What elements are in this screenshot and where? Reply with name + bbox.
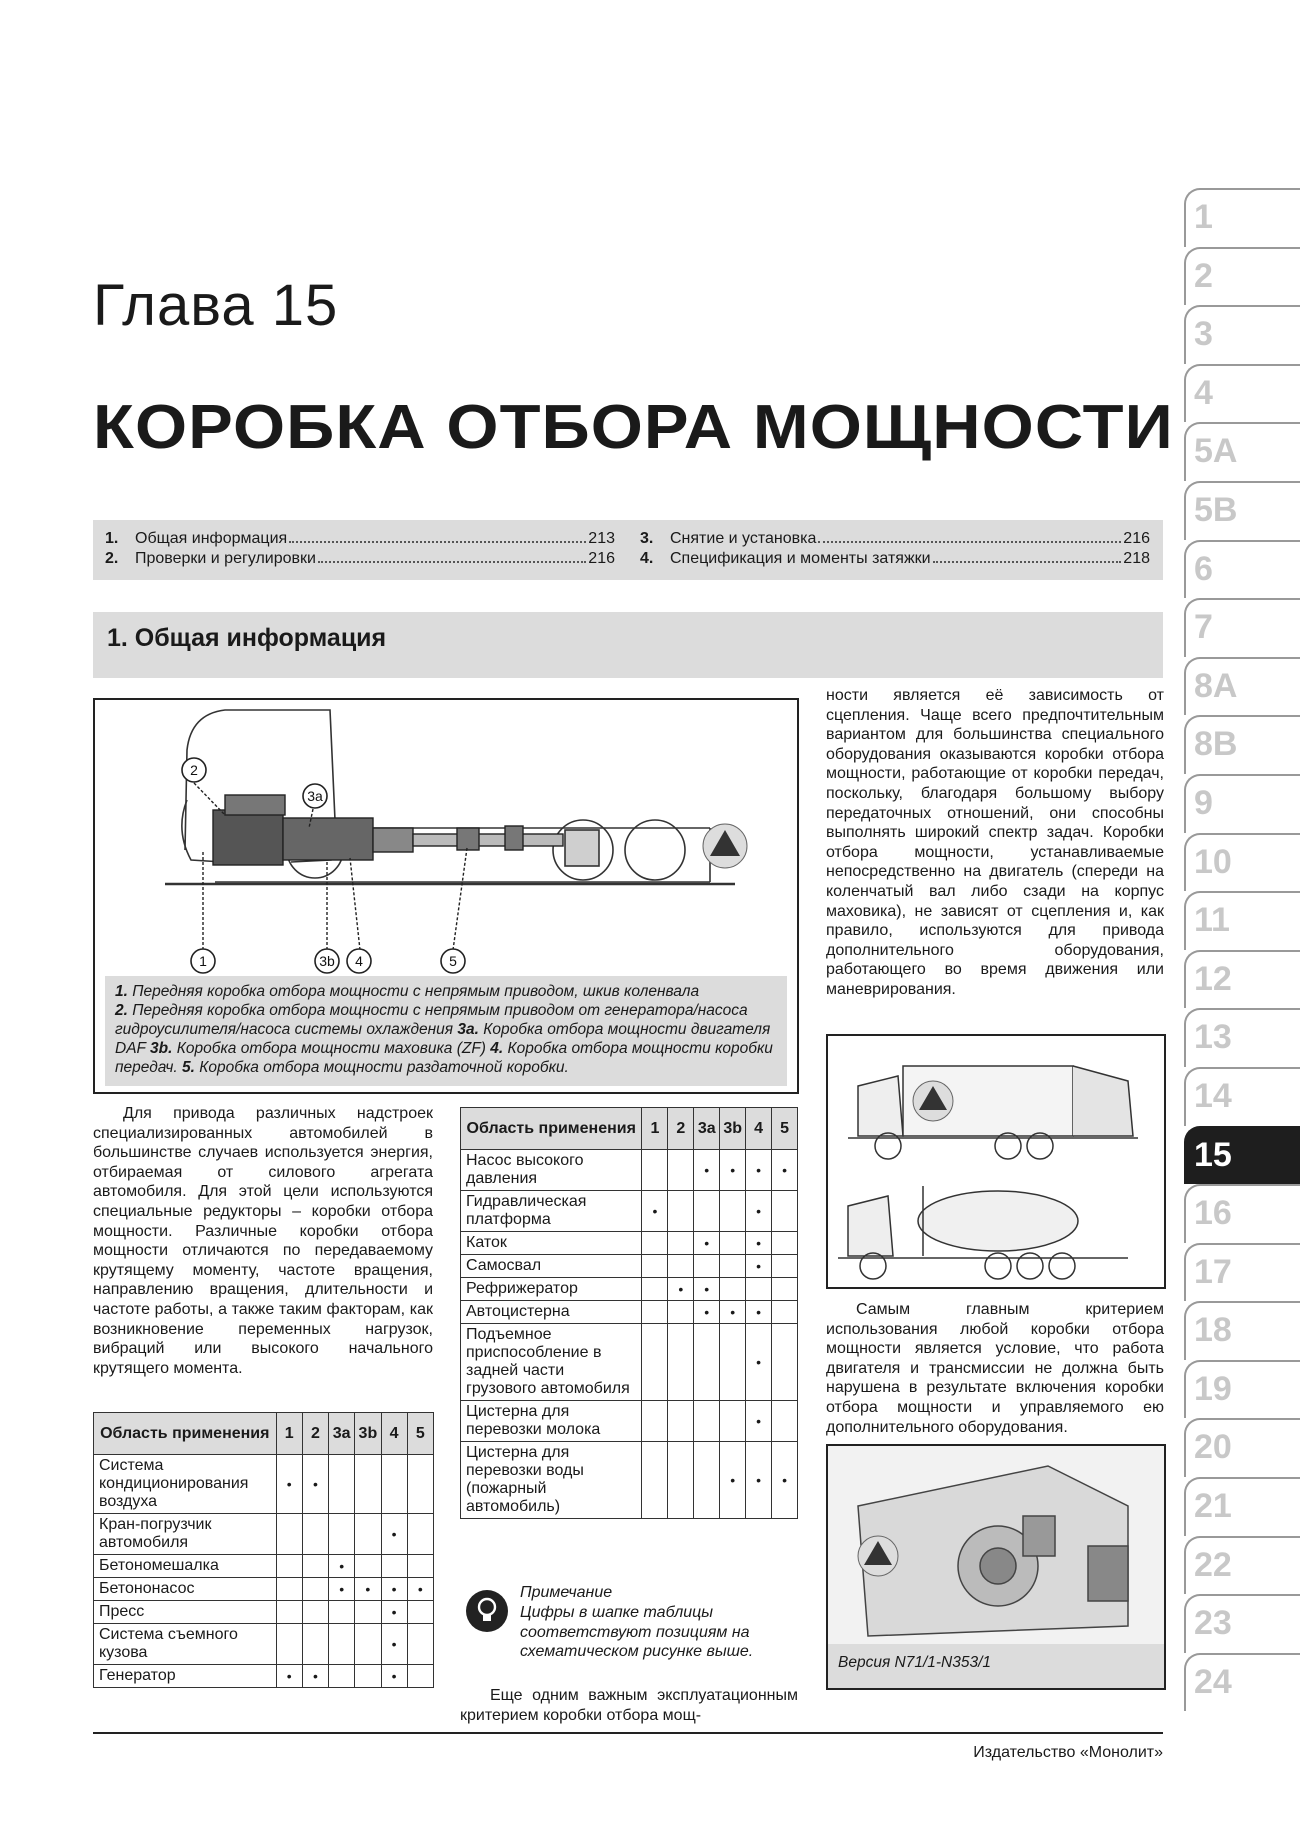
table-row [94, 1578, 434, 1601]
application-name: Генератор [94, 1665, 277, 1688]
applicability-mark [642, 1278, 668, 1301]
table-header-col: 3b [355, 1413, 381, 1455]
chapter-tabs [1184, 188, 1300, 1711]
applicability-mark [720, 1324, 746, 1401]
trucks-drawing [828, 1036, 1164, 1287]
table-header-col: 3b [720, 1108, 746, 1150]
applicability-mark [302, 1578, 328, 1601]
chapter-tab-7[interactable]: 7 [1184, 598, 1300, 657]
applicability-mark [355, 1624, 381, 1665]
table-header-col: 3a [329, 1413, 355, 1455]
applicability-mark [720, 1191, 746, 1232]
applicability-mark: • [746, 1324, 772, 1401]
applicability-mark: • [642, 1191, 668, 1232]
applicability-mark [772, 1255, 798, 1278]
applicability-mark [407, 1665, 433, 1688]
application-name: Насос высокого давления [461, 1150, 642, 1191]
applicability-mark: • [720, 1150, 746, 1191]
applicability-mark: • [746, 1401, 772, 1442]
chapter-tab-18[interactable]: 18 [1184, 1301, 1300, 1360]
application-name: Пресс [94, 1601, 277, 1624]
table-row [94, 1555, 434, 1578]
applicability-mark [720, 1232, 746, 1255]
toc-item[interactable]: 3. Снятие и установка 216 [640, 530, 1150, 547]
applicability-mark: • [381, 1514, 407, 1555]
figure-caption: 1. Передняя коробка отбора мощности с непрямым приводом, шкив коленвала 2. Передняя коробка отбора мощности с непрямым приводом от генератора/насоса гидроусилителя/насоса системы охлаждения 3a. Коробка отбора мощности двигателя DAF 3b. Коробка отбора мощности маховика (ZF) 4. Коробка отбора мощности коробки передач. 5. Коробка отбора мощности раздаточной коробки. [105, 976, 787, 1086]
callout-label: 3b [319, 953, 335, 969]
table-row [94, 1601, 434, 1624]
chapter-tab-6[interactable]: 6 [1184, 540, 1300, 599]
applicability-mark [642, 1301, 668, 1324]
special-trucks-figure [826, 1034, 1166, 1289]
applicability-mark: • [381, 1624, 407, 1665]
callout-label: 1 [199, 953, 207, 969]
toc-page: 213 [588, 530, 615, 547]
table-header-col: 4 [746, 1108, 772, 1150]
continuation-paragraph: Еще одним важным эксплуатационным критерием коробки отбора мощ- [460, 1687, 798, 1724]
applicability-mark [407, 1555, 433, 1578]
chapter-tab-11[interactable]: 11 [1184, 891, 1300, 950]
figure-caption: Версия N71/1-N353/1 [828, 1644, 1164, 1688]
applicability-mark [276, 1601, 302, 1624]
applicability-mark: • [302, 1455, 328, 1514]
applicability-mark [642, 1324, 668, 1401]
table-header-area: Область применения [461, 1108, 642, 1150]
chapter-tab-8a[interactable]: 8A [1184, 657, 1300, 716]
publisher-logo-icon [858, 1536, 898, 1576]
applicability-mark [668, 1255, 694, 1278]
table-header-col: 5 [772, 1108, 798, 1150]
table-row [461, 1301, 798, 1324]
applicability-mark: • [694, 1150, 720, 1191]
chapter-tab-17[interactable]: 17 [1184, 1243, 1300, 1302]
table-row [461, 1191, 798, 1232]
table-header-col: 1 [642, 1108, 668, 1150]
toc-item[interactable]: 4. Спецификация и моменты затяжки 218 [640, 550, 1150, 567]
applicability-mark [329, 1665, 355, 1688]
applicability-mark [694, 1401, 720, 1442]
applicability-mark [772, 1278, 798, 1301]
application-name: Система кондиционирования воздуха [94, 1455, 277, 1514]
footer-divider [93, 1732, 1163, 1734]
applicability-mark: • [694, 1301, 720, 1324]
applicability-mark: • [746, 1150, 772, 1191]
truck-chassis-drawing [95, 700, 797, 976]
chapter-tab-1[interactable]: 1 [1184, 188, 1300, 247]
applicability-mark [668, 1401, 694, 1442]
applicability-mark [772, 1232, 798, 1255]
toc-page: 216 [588, 550, 615, 567]
applicability-mark [642, 1401, 668, 1442]
applicability-mark [381, 1555, 407, 1578]
applicability-mark [276, 1514, 302, 1555]
applicability-mark [276, 1578, 302, 1601]
table-header-col: 2 [302, 1413, 328, 1455]
applicability-mark: • [720, 1301, 746, 1324]
application-name: Бетономешалка [94, 1555, 277, 1578]
application-name: Цистерна для перевозки молока [461, 1401, 642, 1442]
applicability-mark: • [694, 1232, 720, 1255]
applicability-mark [355, 1665, 381, 1688]
applicability-mark [772, 1301, 798, 1324]
application-name: Кран-погрузчик автомобиля [94, 1514, 277, 1555]
toc-label: Проверки и регулировки [135, 550, 316, 567]
applicability-mark [668, 1232, 694, 1255]
chapter-tab-3[interactable]: 3 [1184, 305, 1300, 364]
applicability-mark [355, 1514, 381, 1555]
applicability-mark [329, 1455, 355, 1514]
chapter-tab-22[interactable]: 22 [1184, 1536, 1300, 1595]
applicability-mark [746, 1278, 772, 1301]
applicability-mark [668, 1150, 694, 1191]
application-name: Автоцистерна [461, 1301, 642, 1324]
chapter-tab-2[interactable]: 2 [1184, 247, 1300, 306]
pto-dependency-paragraph: ности является её зависимость от сцепления. Чаще всего предпочтительным вариантом для большинства специального оборудования оказываются коробки отбора мощности, работающие от коробки передач, поскольку, благодаря большому выбору передаточных отношений, они способны выполнять широкий спектр задач. Коробки отбора мощности, устанавливаемые непосредственно на двигатель (спереди на коленчатый вал либо сзади на корпус маховика), не зависят от сцепления и, как правило, используются для привода дополнительного оборудования, работающего во время движения или маневрирования. [826, 687, 1164, 998]
applicability-mark: • [276, 1455, 302, 1514]
chapter-tab-5b[interactable]: 5B [1184, 481, 1300, 540]
applicability-mark [381, 1455, 407, 1514]
application-table-1 [93, 1412, 434, 1688]
table-row [461, 1324, 798, 1401]
applicability-mark [720, 1278, 746, 1301]
toc-dots [933, 561, 1122, 563]
toc-page: 216 [1123, 530, 1150, 547]
section-title: 1. Общая информация [107, 624, 387, 652]
toc-item[interactable]: 1. Общая информация 213 [105, 530, 615, 547]
table-row [461, 1278, 798, 1301]
callout-label: 5 [449, 953, 457, 969]
table-row [94, 1624, 434, 1665]
toc-label: Спецификация и моменты затяжки [670, 550, 931, 567]
applicability-mark [329, 1514, 355, 1555]
applicability-mark: • [381, 1601, 407, 1624]
table-row [94, 1514, 434, 1555]
applicability-mark [642, 1232, 668, 1255]
pto-schematic-figure [93, 698, 799, 1094]
applicability-mark: • [746, 1301, 772, 1324]
table-row [461, 1401, 798, 1442]
applicability-mark: • [668, 1278, 694, 1301]
chapter-tab-20[interactable]: 20 [1184, 1418, 1300, 1477]
callout-label: 2 [190, 762, 198, 778]
chapter-tab-16[interactable]: 16 [1184, 1184, 1300, 1243]
applicability-mark [772, 1401, 798, 1442]
applicability-mark: • [746, 1232, 772, 1255]
table-of-contents [93, 520, 1163, 580]
applicability-mark [642, 1150, 668, 1191]
application-name: Бетононасос [94, 1578, 277, 1601]
chapter-tab-23[interactable]: 23 [1184, 1594, 1300, 1653]
table-row [461, 1150, 798, 1191]
table-header-col: 2 [668, 1108, 694, 1150]
applicability-mark: • [329, 1578, 355, 1601]
toc-label: Общая информация [135, 530, 288, 547]
chapter-tab-9[interactable]: 9 [1184, 774, 1300, 833]
application-name: Рефрижератор [461, 1278, 642, 1301]
applicability-mark [302, 1601, 328, 1624]
toc-dots [318, 561, 586, 563]
table-header-col: 1 [276, 1413, 302, 1455]
section-header [93, 612, 1163, 678]
note-title: Примечание [520, 1584, 613, 1601]
chapter-label: Глава 15 [93, 273, 339, 338]
applicability-mark [694, 1442, 720, 1519]
chapter-tab-4[interactable]: 4 [1184, 364, 1300, 423]
applicability-mark [329, 1624, 355, 1665]
toc-dots [818, 541, 1121, 543]
pto-unit-drawing [828, 1446, 1164, 1644]
publisher-logo-icon [913, 1081, 953, 1121]
chapter-tab-8b[interactable]: 8B [1184, 715, 1300, 774]
applicability-mark: • [694, 1278, 720, 1301]
applicability-mark [276, 1555, 302, 1578]
applicability-mark [302, 1624, 328, 1665]
applicability-mark [720, 1401, 746, 1442]
applicability-mark [407, 1455, 433, 1514]
callout-label: 3a [307, 788, 323, 804]
page-title: КОРОБКА ОТБОРА МОЩНОСТИ [93, 393, 1174, 462]
application-table-2 [460, 1107, 798, 1519]
applicability-mark [642, 1255, 668, 1278]
pto-unit-figure [826, 1444, 1166, 1690]
toc-item[interactable]: 2. Проверки и регулировки 216 [105, 550, 615, 567]
applicability-mark [694, 1255, 720, 1278]
applicability-mark [329, 1601, 355, 1624]
chapter-tab-13[interactable]: 13 [1184, 1008, 1300, 1067]
chapter-tab-10[interactable]: 10 [1184, 833, 1300, 892]
applicability-mark [302, 1555, 328, 1578]
table-row [461, 1255, 798, 1278]
applicability-mark: • [772, 1442, 798, 1519]
application-name: Гидравлическая платформа [461, 1191, 642, 1232]
table-header-col: 3a [694, 1108, 720, 1150]
applicability-mark [772, 1191, 798, 1232]
application-name: Подъемное приспособление в задней части грузового автомобиля [461, 1324, 642, 1401]
applicability-mark [276, 1624, 302, 1665]
applicability-mark: • [772, 1150, 798, 1191]
applicability-mark: • [276, 1665, 302, 1688]
application-name: Каток [461, 1232, 642, 1255]
applicability-mark [407, 1514, 433, 1555]
applicability-mark [407, 1601, 433, 1624]
applicability-mark [407, 1624, 433, 1665]
callout-label: 4 [355, 953, 363, 969]
applicability-mark [668, 1301, 694, 1324]
toc-page: 218 [1123, 550, 1150, 567]
toc-dots [289, 541, 586, 543]
applicability-mark: • [720, 1442, 746, 1519]
application-name: Самосвал [461, 1255, 642, 1278]
applicability-mark [668, 1442, 694, 1519]
intro-paragraph: Для привода различных надстроек специализированных автомобилей в большинстве случаев используется энергия, отбираемая от силового агрегата автомобиля. Для этой цели используются специальные редукторы – коробки отбора мощности. Различные коробки отбора мощности отличаются по передаваемому крутящему моменту, частоте вращения, направлению вращения, длительности и частоте работы, а также таким факторам, как возникновение переменных нагрузок, вибраций или высокого начального крутящего момента. [93, 1105, 433, 1377]
applicability-mark [720, 1255, 746, 1278]
applicability-mark [668, 1324, 694, 1401]
criteria-paragraph: Самым главным критерием использования любой коробки отбора мощности является условие, что работа двигателя и трансмиссии не должна быть нарушена в результате включения коробки отбора мощности и управляемого ею дополнительного оборудования. [826, 1301, 1164, 1436]
chapter-tab-24[interactable]: 24 [1184, 1653, 1300, 1712]
application-name: Система съемного кузова [94, 1624, 277, 1665]
table-row [461, 1442, 798, 1519]
applicability-mark: • [746, 1255, 772, 1278]
applicability-mark [302, 1514, 328, 1555]
applicability-mark [355, 1455, 381, 1514]
applicability-mark [355, 1555, 381, 1578]
applicability-mark [694, 1191, 720, 1232]
publisher-name: Издательство «Монолит» [973, 1744, 1163, 1761]
note-text: Цифры в шапке таблицы соответствуют позициям на схематическом рисунке выше. [520, 1604, 754, 1661]
applicability-mark: • [302, 1665, 328, 1688]
application-name: Цистерна для перевозки воды (пожарный автомобиль) [461, 1442, 642, 1519]
applicability-mark: • [746, 1191, 772, 1232]
chapter-tab-21[interactable]: 21 [1184, 1477, 1300, 1536]
chapter-tab-12[interactable]: 12 [1184, 950, 1300, 1009]
applicability-mark: • [355, 1578, 381, 1601]
chapter-tab-5a[interactable]: 5A [1184, 422, 1300, 481]
table-header-col: 4 [381, 1413, 407, 1455]
chapter-tab-15[interactable]: 15 [1184, 1126, 1300, 1185]
applicability-mark [694, 1324, 720, 1401]
table-header-col: 5 [407, 1413, 433, 1455]
applicability-mark: • [381, 1665, 407, 1688]
table-row [461, 1232, 798, 1255]
table-header-area: Область применения [94, 1413, 277, 1455]
table-row [94, 1455, 434, 1514]
publisher-logo-icon [703, 824, 747, 868]
applicability-mark [668, 1191, 694, 1232]
applicability-mark [355, 1601, 381, 1624]
applicability-mark [772, 1324, 798, 1401]
applicability-mark: • [407, 1578, 433, 1601]
lightbulb-icon [466, 1590, 508, 1632]
table-row [94, 1665, 434, 1688]
toc-label: Снятие и установка [670, 530, 817, 547]
chapter-tab-14[interactable]: 14 [1184, 1067, 1300, 1126]
applicability-mark: • [329, 1555, 355, 1578]
applicability-mark: • [381, 1578, 407, 1601]
chapter-tab-19[interactable]: 19 [1184, 1360, 1300, 1419]
applicability-mark: • [746, 1442, 772, 1519]
applicability-mark [642, 1442, 668, 1519]
